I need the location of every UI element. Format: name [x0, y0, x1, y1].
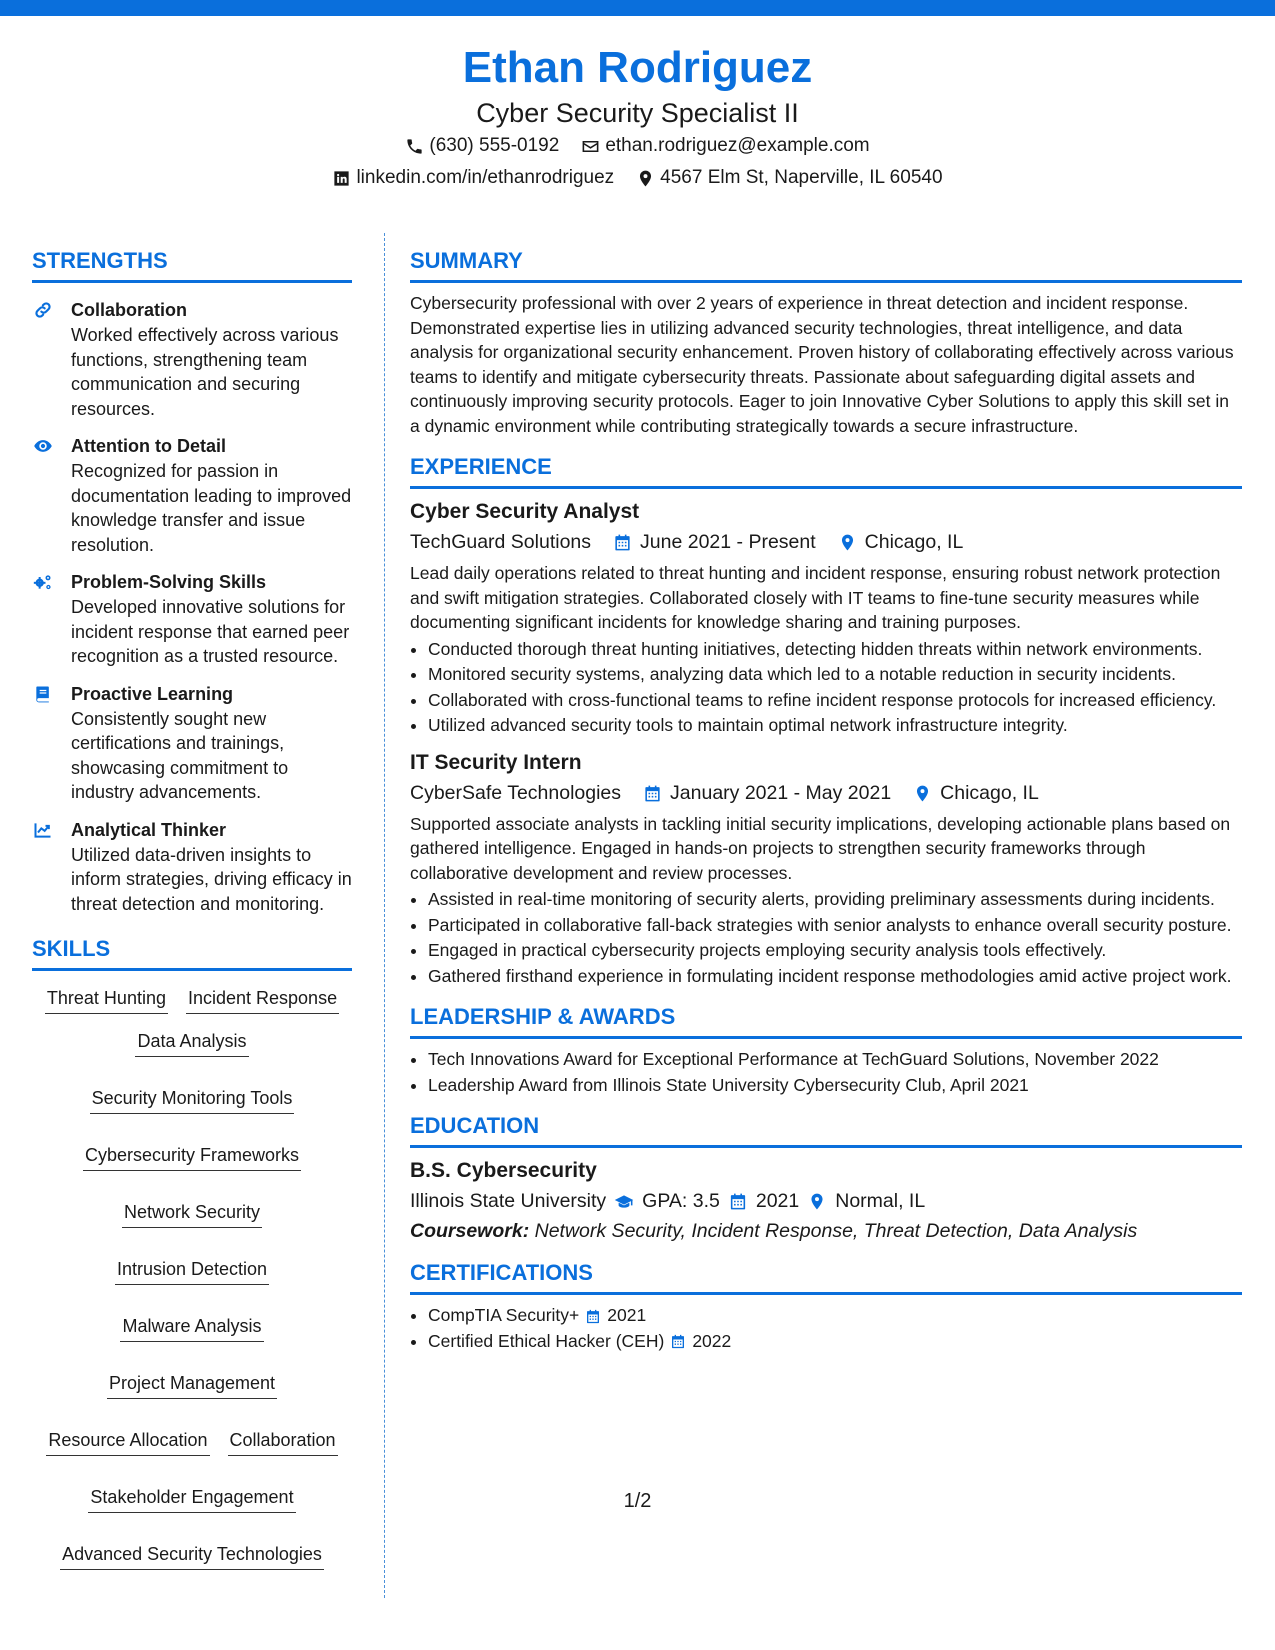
skill-tag: Cybersecurity Frameworks	[83, 1142, 301, 1171]
calendar-icon	[643, 778, 662, 808]
strength-item	[32, 297, 352, 421]
coursework-text: Network Security, Incident Response, Threat Detection, Data Analysis	[534, 1220, 1138, 1242]
school-name: Illinois State University	[410, 1190, 607, 1212]
candidate-name: Ethan Rodriguez	[462, 43, 813, 92]
job-location: Chicago, IL	[940, 781, 1039, 804]
job-description: Supported associate analysts in tackling initial security implications, developing actionable plans based on gathered intelligence. Engaged in hands-on projects to strengthen security frameworks through collaborative development and review processes.	[410, 813, 1231, 883]
skill-tag: Incident Response	[186, 985, 339, 1014]
page-number: 1/2	[623, 1490, 652, 1512]
certification-name: • Certified Ethical Hacker (CEH)	[428, 1330, 665, 1351]
calendar-icon	[670, 1329, 686, 1354]
eye-icon	[32, 436, 54, 456]
experience-heading: EXPERIENCE	[410, 452, 1242, 489]
contact-row-1	[0, 130, 1275, 162]
email-contact[interactable]	[581, 130, 869, 162]
job-title: IT Security Intern	[410, 750, 582, 774]
job-company: TechGuard Solutions	[410, 531, 592, 553]
address-text: 4567 Elm St, Naperville, IL 60540	[660, 167, 943, 188]
calendar-icon	[613, 527, 632, 557]
contact-row-2	[0, 162, 1275, 194]
graduation-cap-icon	[614, 1186, 634, 1216]
skill-tag: Resource Allocation	[46, 1427, 209, 1456]
candidate-title: Cyber Security Specialist II	[476, 98, 799, 128]
map-pin-icon	[838, 527, 857, 557]
map-pin-icon	[913, 778, 932, 808]
award-item: • Tech Innovations Award for Exceptional Performance at TechGuard Solutions, November 2022	[428, 1047, 1242, 1072]
leadership-list	[410, 1047, 1242, 1097]
job-description: Lead daily operations related to threat hunting and incident response, ensuring robust network protection and swift mitigation strategies. Collaborated closely with IT teams to fine-tune security measures while documenting significant incidents for knowledge sharing and training purposes.	[410, 563, 1221, 632]
skill-tag: Threat Hunting	[45, 985, 168, 1014]
job-bullets	[410, 637, 1242, 738]
left-column	[32, 246, 352, 1570]
address-contact	[636, 162, 942, 194]
strength-desc: Utilized data-driven insights to inform strategies, driving efficacy in threat detection and monitoring.	[71, 844, 352, 914]
summary-heading: SUMMARY	[410, 246, 1242, 283]
skill-tag: Stakeholder Engagement	[88, 1484, 295, 1513]
certification-item	[428, 1303, 1242, 1328]
certification-name: • CompTIA Security+	[428, 1305, 580, 1325]
strength-title: Problem-Solving Skills	[71, 572, 267, 592]
job-dates: June 2021 - Present	[640, 531, 816, 553]
leadership-heading: LEADERSHIP & AWARDS	[410, 1002, 1242, 1039]
gpa-text: GPA: 3.5	[642, 1190, 720, 1212]
strengths-heading: STRENGTHS	[32, 246, 352, 283]
skill-tag: Advanced Security Technologies	[60, 1541, 324, 1570]
gears-icon	[32, 572, 54, 592]
strength-item	[32, 681, 352, 805]
certification-year: 2022	[692, 1330, 732, 1351]
strength-desc: Recognized for passion in documentation leading to improved knowledge transfer and issue resolution.	[71, 461, 352, 555]
linkedin-contact[interactable]	[332, 162, 614, 194]
map-pin-icon	[807, 1186, 827, 1216]
bullet-item: • Conducted thorough threat hunting initiatives, detecting hidden threats within network environments.	[428, 637, 1242, 662]
phone-icon	[405, 137, 424, 156]
strength-desc: Consistently sought new certifications and trainings, showcasing commitment to industry advancements.	[71, 708, 289, 802]
job-company: CyberSafe Technologies	[410, 781, 622, 804]
bullet-item: • Gathered firsthand experience in formulating incident response methodologies amid active project work.	[428, 964, 1242, 989]
strength-item	[32, 817, 352, 917]
summary-text: Cybersecurity professional with over 2 years of experience in threat detection and incident response. Demonstrated expertise lies in utilizing advanced security technologies, threat intelligence, and data analysis for organizational security enhancement. Proven history of collaborating effectively across various teams to identify and mitigate cybersecurity threats. Passionate about safeguarding digital assets and continuously improving security protocols. Eager to join Innovative Cyber Solutions to apply this skill set in a dynamic environment while contributing strategically towards a secure infrastructure.	[410, 293, 1234, 436]
graduation-year: 2021	[755, 1190, 800, 1212]
phone-contact	[405, 130, 559, 162]
education-heading: EDUCATION	[410, 1111, 1242, 1148]
certification-year: 2021	[607, 1305, 647, 1325]
map-pin-icon	[636, 169, 655, 188]
job-bullets	[410, 887, 1242, 988]
skill-tag: Security Monitoring Tools	[90, 1085, 295, 1114]
bullet-item: • Collaborated with cross-functional teams to refine incident response protocols for increased efficiency.	[428, 688, 1242, 713]
coursework	[410, 1216, 1242, 1246]
job-entry	[410, 748, 1242, 989]
school-location: Normal, IL	[835, 1190, 926, 1212]
skill-tag: Collaboration	[228, 1427, 338, 1456]
skill-tag: Network Security	[122, 1199, 262, 1228]
skill-tag: Intrusion Detection	[115, 1256, 269, 1285]
job-meta	[410, 778, 1242, 808]
skill-tag: Data Analysis	[135, 1028, 248, 1057]
column-divider	[384, 233, 385, 1598]
strength-item	[32, 433, 352, 557]
strength-desc: Developed innovative solutions for incident response that earned peer recognition as a trusted resource.	[71, 597, 350, 666]
strength-item	[32, 569, 352, 669]
skill-tag: Project Management	[107, 1370, 277, 1399]
top-accent-bar	[0, 0, 1275, 16]
skill-tag: Malware Analysis	[120, 1313, 263, 1342]
right-column	[410, 246, 1242, 1354]
bullet-item: • Engaged in practical cybersecurity projects employing security analysis tools effectively.	[428, 938, 1242, 963]
job-location: Chicago, IL	[864, 531, 964, 553]
bullet-item: • Utilized advanced security tools to maintain optimal network infrastructure integrity.	[428, 713, 1242, 738]
calendar-icon	[585, 1303, 601, 1328]
linkedin-icon	[332, 169, 351, 188]
award-item: • Leadership Award from Illinois State University Cybersecurity Club, April 2021	[428, 1073, 1242, 1098]
resume-header	[0, 40, 1275, 194]
skills-heading: SKILLS	[32, 934, 352, 971]
bullet-item: • Assisted in real-time monitoring of security alerts, providing preliminary assessments during incidents.	[428, 887, 1242, 912]
certification-item	[428, 1329, 1242, 1354]
email-text: ethan.rodriguez@example.com	[605, 135, 870, 156]
job-entry	[410, 497, 1242, 738]
certifications-heading: CERTIFICATIONS	[410, 1258, 1242, 1295]
strength-title: Proactive Learning	[71, 683, 234, 704]
link-icon	[32, 300, 54, 320]
coursework-label: Coursework:	[410, 1220, 530, 1242]
strength-title: Collaboration	[71, 300, 187, 320]
job-title: Cyber Security Analyst	[410, 500, 640, 523]
bullet-item: • Monitored security systems, analyzing data which led to a notable reduction in security incidents.	[428, 662, 1242, 687]
strength-title: Analytical Thinker	[71, 819, 227, 840]
degree-title: B.S. Cybersecurity	[410, 1159, 597, 1182]
job-meta	[410, 527, 1242, 557]
certifications-list	[410, 1303, 1242, 1353]
skills-list	[32, 979, 352, 1570]
education-meta	[410, 1186, 1242, 1216]
bullet-item: • Participated in collaborative fall-back strategies with senior analysts to enhance overall security posture.	[428, 913, 1242, 938]
chart-line-icon	[32, 820, 54, 840]
strength-desc: Worked effectively across various functions, strengthening team communication and securing resources.	[71, 325, 339, 419]
envelope-icon	[581, 137, 600, 156]
linkedin-text: linkedin.com/in/ethanrodriguez	[356, 167, 615, 188]
strength-title: Attention to Detail	[71, 436, 226, 456]
job-dates: January 2021 - May 2021	[670, 781, 892, 804]
phone-text: (630) 555-0192	[429, 135, 560, 156]
calendar-icon	[728, 1186, 748, 1216]
book-icon	[32, 684, 54, 704]
